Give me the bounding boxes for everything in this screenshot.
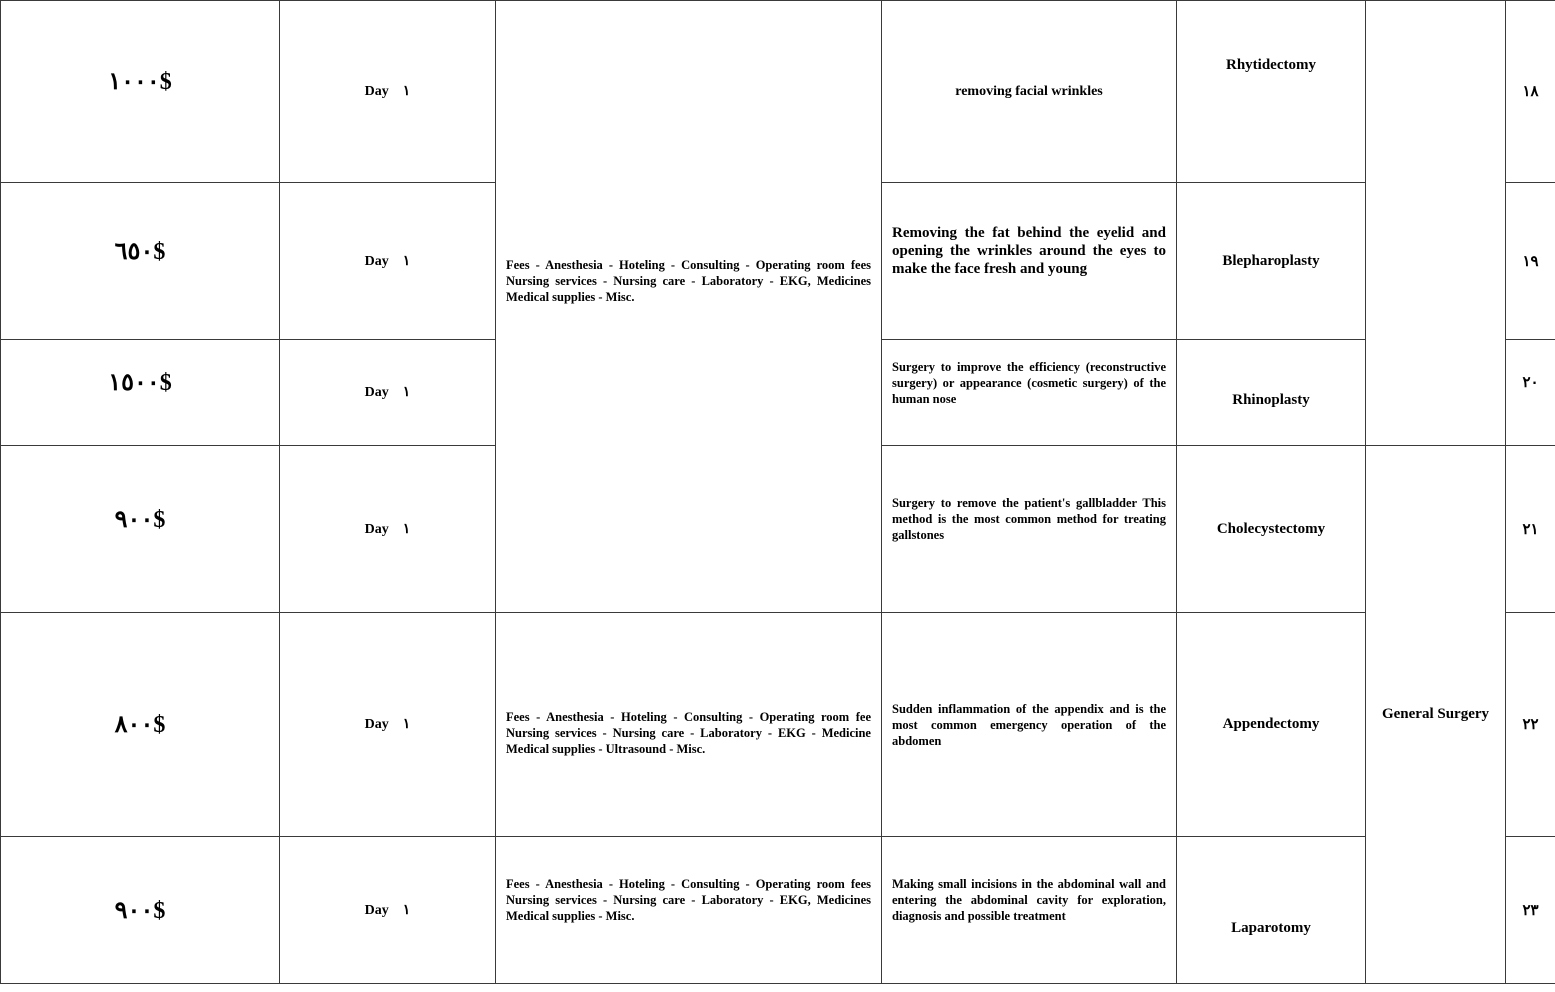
price-cell: ١٠٠٠$ — [1, 1, 280, 183]
procedure-cell: Rhytidectomy — [1177, 1, 1366, 183]
description-cell: Surgery to remove the patient's gallbladder This method is the most common method for treating gallstones — [882, 446, 1177, 613]
procedure-cell: Cholecystectomy — [1177, 446, 1366, 613]
table-row — [1, 613, 1555, 837]
description-cell: Making small incisions in the abdominal wall and entering the abdominal cavity for exploration, diagnosis and possible treatment — [882, 837, 1177, 984]
procedure-cell: Rhinoplasty — [1177, 340, 1366, 446]
stay-cell: Day ١ — [280, 183, 496, 340]
row-number-cell: ١٨ — [1506, 1, 1555, 183]
table-row — [1, 837, 1555, 984]
row-number-cell: ٢١ — [1506, 446, 1555, 613]
row-number-cell: ٢٣ — [1506, 837, 1555, 984]
row-number-cell: ٢٠ — [1506, 340, 1555, 446]
price-cell: ٨٠٠$ — [1, 613, 280, 837]
department-cell: General Surgery — [1366, 446, 1506, 984]
department-cell — [1366, 1, 1506, 446]
price-cell: ١٥٠٠$ — [1, 340, 280, 446]
price-cell: ٩٠٠$ — [1, 837, 280, 984]
description-cell: Removing the fat behind the eyelid and opening the wrinkles around the eyes to make the face fresh and young — [882, 183, 1177, 340]
stay-cell: Day ١ — [280, 613, 496, 837]
stay-cell: Day ١ — [280, 340, 496, 446]
procedure-cell: Laparotomy — [1177, 837, 1366, 984]
services-cell: Fees - Anesthesia - Hoteling - Consulting - Operating room fee Nursing services - Nursing care - Laboratory - EKG - Medicine Medical supplies - Ultrasound - Misc. — [496, 613, 882, 837]
procedure-cell: Blepharoplasty — [1177, 183, 1366, 340]
row-number-cell: ٢٢ — [1506, 613, 1555, 837]
description-cell: removing facial wrinkles — [882, 1, 1177, 183]
table-row — [1, 1, 1555, 183]
row-number-cell: ١٩ — [1506, 183, 1555, 340]
stay-cell: Day ١ — [280, 1, 496, 183]
description-cell: Surgery to improve the efficiency (reconstructive surgery) or appearance (cosmetic surgery) of the human nose — [882, 340, 1177, 446]
stay-cell: Day ١ — [280, 837, 496, 984]
procedure-cell: Appendectomy — [1177, 613, 1366, 837]
services-cell: Fees - Anesthesia - Hoteling - Consulting - Operating room fees Nursing services - Nursing care - Laboratory - EKG, Medicines Medical supplies - Misc. — [496, 1, 882, 613]
stay-cell: Day ١ — [280, 446, 496, 613]
price-cell: ٩٠٠$ — [1, 446, 280, 613]
description-cell: Sudden inflammation of the appendix and is the most common emergency operation of the abdomen — [882, 613, 1177, 837]
price-cell: ٦٥٠$ — [1, 183, 280, 340]
services-cell: Fees - Anesthesia - Hoteling - Consulting - Operating room fees Nursing services - Nursing care - Laboratory - EKG, Medicines Medical supplies - Misc. — [496, 837, 882, 984]
